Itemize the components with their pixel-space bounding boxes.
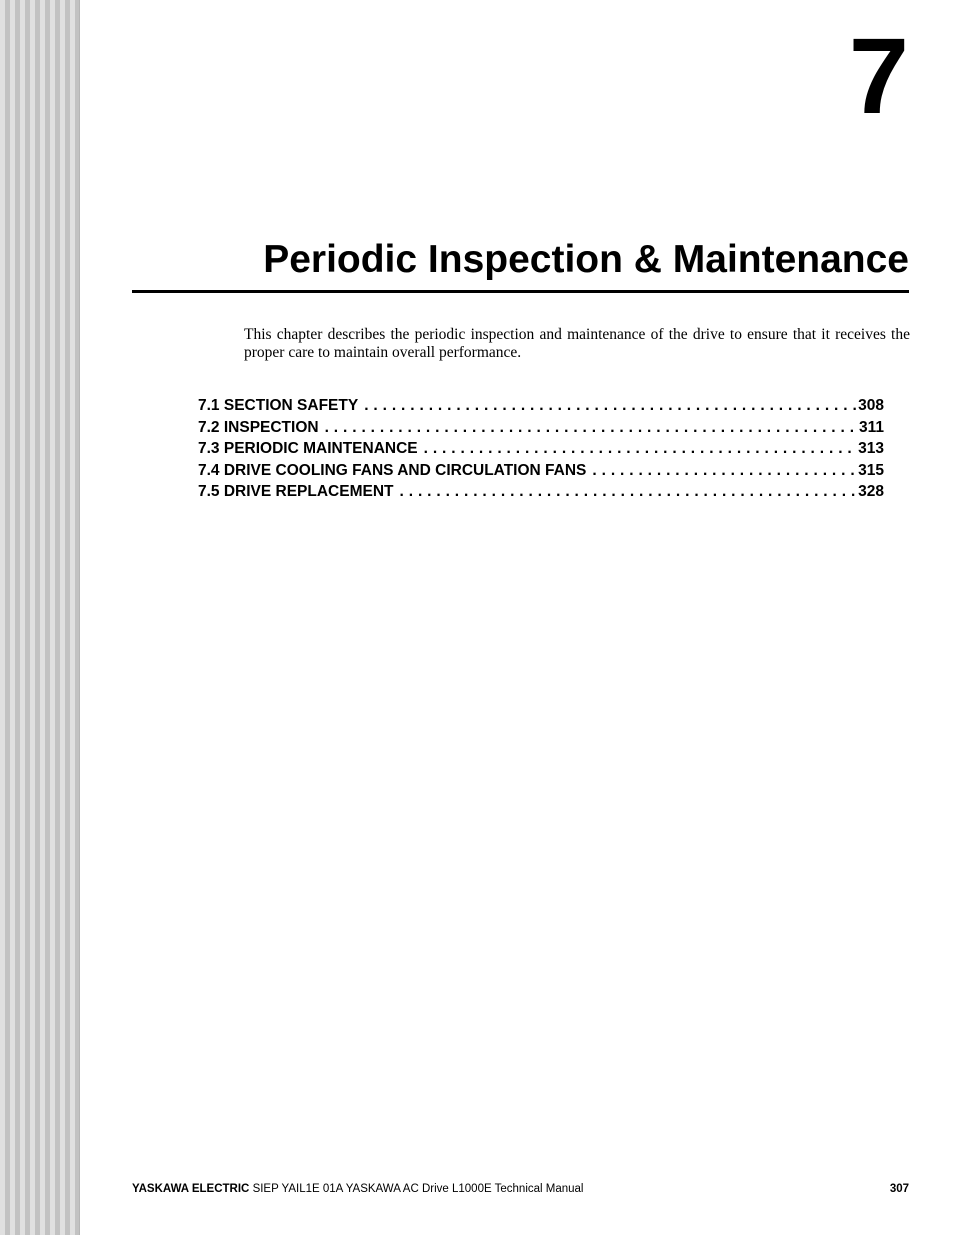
toc-entry-label: 7.3 PERIODIC MAINTENANCE [198,440,418,458]
footer-document-info [132,1181,584,1197]
toc-entry-page: 313 [858,440,884,458]
toc-dot-leader [424,438,857,460]
toc-entry-label: 7.2 INSPECTION [198,418,319,436]
toc-dot-leader [325,417,857,439]
toc-entry-page: 308 [858,397,884,414]
footer-brand: YASKAWA ELECTRIC [132,1183,250,1195]
toc-entry-7-1[interactable] [198,395,884,417]
toc-dot-leader [592,460,856,482]
toc-entry-7-4[interactable] [198,460,884,482]
toc-entry-label: 7.1 SECTION SAFETY [198,397,359,414]
side-tab-strip [0,0,80,1235]
footer-page-number: 307 [889,1183,909,1195]
chapter-title: Periodic Inspection & Maintenance [132,236,909,293]
toc-dot-leader [400,481,857,503]
toc-entry-page: 328 [858,483,884,501]
toc-dot-leader [364,395,856,417]
footer-document-title: SIEP YAIL1E 01A YASKAWA AC Drive L1000E Technical Manual [252,1183,584,1195]
chapter-intro: This chapter describes the periodic inspection and maintenance of the drive to ensure that it receives the proper care to maintain overall performance. [244,326,910,361]
toc-entry-label: 7.5 DRIVE REPLACEMENT [198,483,394,501]
toc-entry-7-2[interactable] [198,417,884,439]
toc-entry-7-5[interactable] [198,481,884,503]
toc-entry-label: 7.4 DRIVE COOLING FANS AND CIRCULATION FANS [198,461,587,479]
page-footer [132,1181,909,1197]
toc-entry-page: 315 [858,461,884,479]
chapter-number: 7 [848,15,909,136]
toc-entry-7-3[interactable] [198,438,884,460]
toc-entry-page: 311 [858,418,884,436]
table-of-contents [198,395,884,503]
